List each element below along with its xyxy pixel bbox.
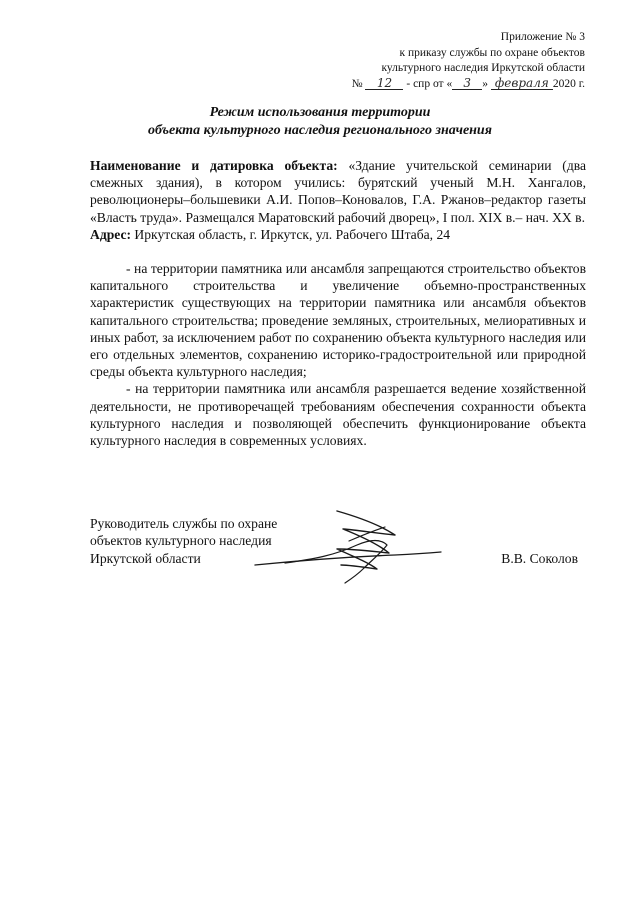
title-line-2: объекта культурного наследия регионального значения bbox=[148, 123, 492, 138]
object-name-paragraph bbox=[90, 157, 586, 226]
object-name-text: «Здание учительской семинарии (два смежных здания), в котором учились: бурятский ученый М.Н. Хангалов, революционеры–большевики А.И. Попов–Коновалов, Г.А. Ржанов–редактор газеты «Власть труда». Размещался Маратовский рабочий дворец», I пол. XIX в.– нач. XX в. bbox=[90, 158, 587, 225]
appendix-header bbox=[352, 30, 585, 92]
order-number-mid: - спр от « bbox=[406, 77, 453, 90]
title-line-1: Режим использования территории bbox=[209, 105, 431, 120]
address-paragraph bbox=[90, 226, 586, 243]
appendix-line-1: Приложение № 3 bbox=[500, 31, 585, 43]
signatory-name: В.В. Соколов bbox=[501, 550, 578, 566]
appendix-line-2: к приказу службы по охране объектов bbox=[399, 46, 585, 59]
signatory-line-1: Руководитель службы по охране bbox=[90, 516, 278, 531]
order-number-prefix: № bbox=[351, 77, 363, 90]
order-number-handwritten: 12 bbox=[365, 77, 403, 90]
order-day-close: » bbox=[482, 77, 488, 90]
address-label: Адрес: bbox=[90, 226, 132, 242]
object-name-label: Наименование и датировка объекта: bbox=[90, 158, 338, 173]
order-number-line bbox=[352, 77, 585, 93]
signatory-line-3: Иркутской области bbox=[90, 550, 201, 566]
handwritten-signature-icon bbox=[245, 505, 445, 585]
rule-prohibitions: - на территории памятника или ансамбля запрещаются строительство объектов капитального строительства и увеличение объемно-пространственных характеристик существующих на территории памятника или ансамбля объектов капитального строительства; проведение земляных, строительных, мелиоративных и иных работ, за исключением работ по сохранению объекта культурного наследия или его отдельных элементов, сохранению историко-градостроительной или природной среды объекта культурного наследия; bbox=[90, 261, 586, 380]
order-day-handwritten: 3 bbox=[452, 77, 482, 90]
rule-permissions: - на территории памятника или ансамбля разрешается ведение хозяйственной деятельности, не противоречащей требованиям обеспечения сохранности объекта культурного наследия и позволяющей обеспечить функционирование объекта культурного наследия в современных условиях. bbox=[90, 381, 586, 449]
appendix-line-3: культурного наследия Иркутской области bbox=[381, 62, 585, 74]
signatory-line-2: объектов культурного наследия bbox=[90, 533, 272, 549]
document-title bbox=[0, 104, 640, 140]
order-year: 2020 г. bbox=[552, 77, 585, 90]
document-body bbox=[90, 157, 586, 449]
usage-rules bbox=[90, 260, 586, 449]
address-text: Иркутская область, г. Иркутск, ул. Рабочего Штаба, 24 bbox=[131, 226, 451, 242]
order-month-handwritten: февраля bbox=[491, 77, 553, 90]
